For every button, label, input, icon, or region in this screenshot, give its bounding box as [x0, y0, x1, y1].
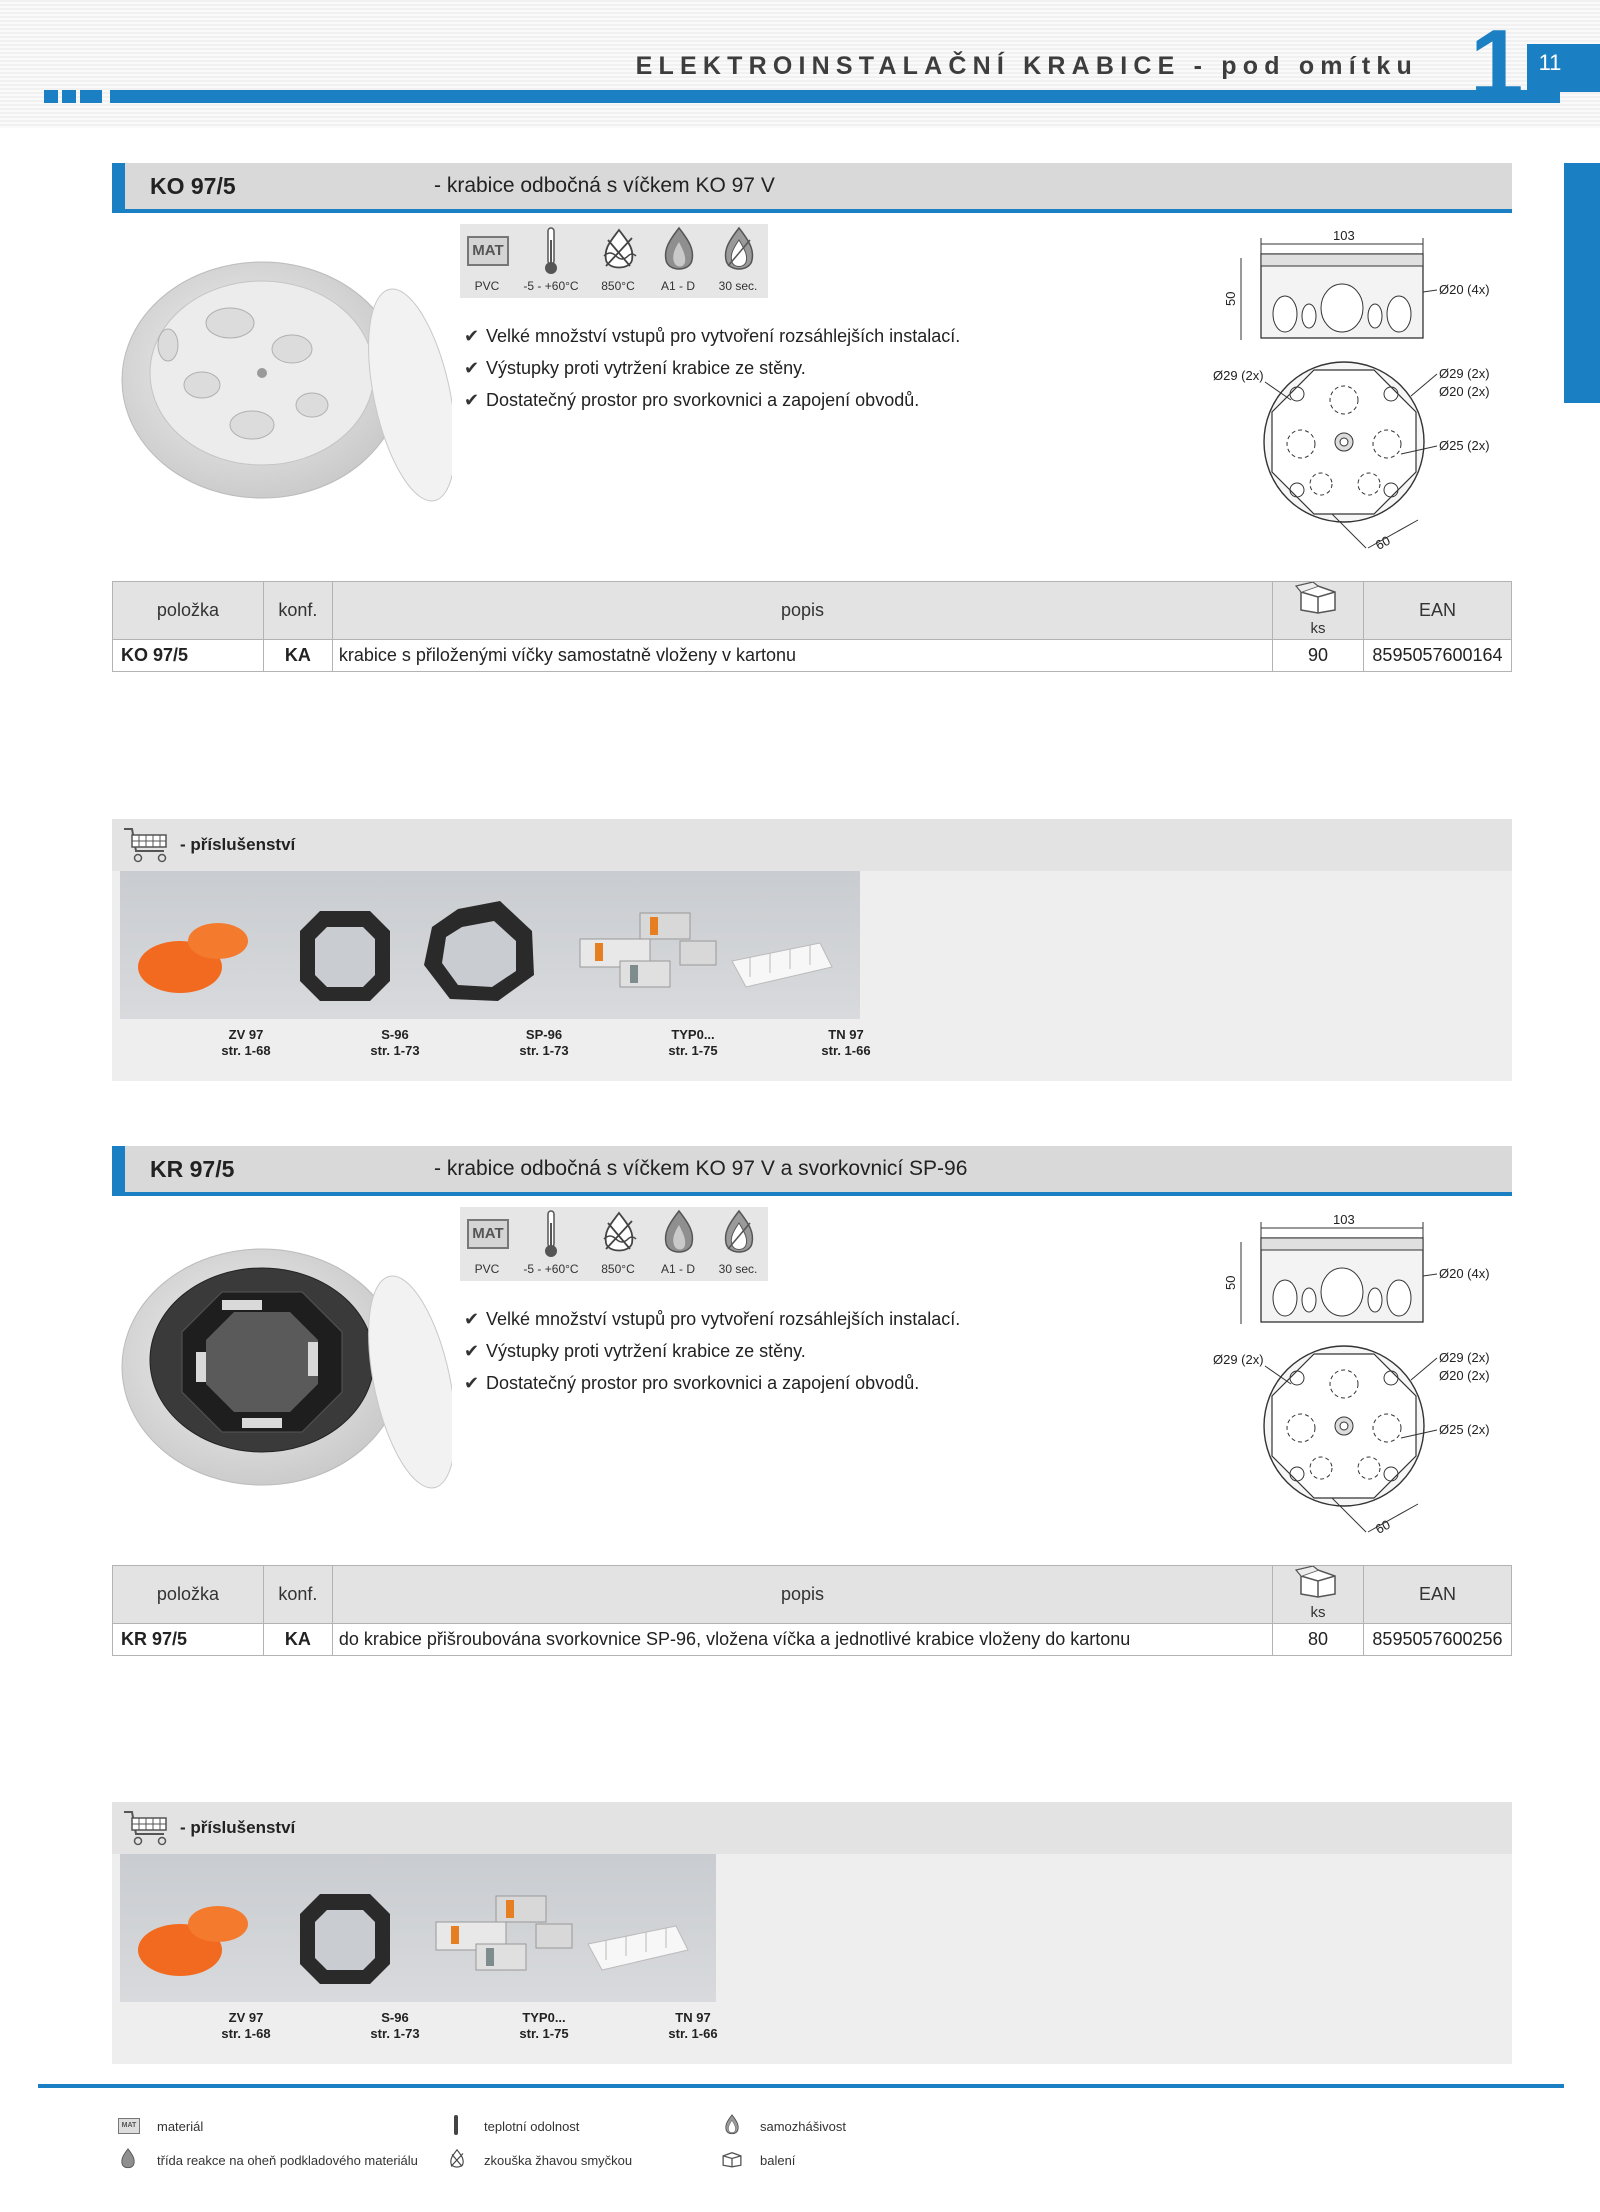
dim-d25: Ø25 (2x) [1439, 438, 1490, 453]
dim-height: 50 [1223, 291, 1238, 306]
title-accent [112, 163, 125, 213]
legend-temperature: teplotní odolnost [484, 2119, 580, 2134]
dim-d29-right: Ø29 (2x) [1439, 1350, 1490, 1365]
check-icon: ✔ [464, 357, 480, 378]
cell-qty: 90 [1273, 639, 1364, 671]
fire-class-cell [648, 224, 708, 298]
cell-conf: KA [263, 639, 332, 671]
cart-icon [122, 1808, 172, 1848]
temperature-label: -5 - +60°C [523, 1262, 579, 1276]
cell-item: KR 97/5 [113, 1623, 264, 1655]
cell-desc: krabice s přiloženými víčky samostatně vloženy v kartonu [332, 639, 1272, 671]
accessories-panel [112, 1854, 1512, 2064]
legend-glow-wire: zkouška žhavou smyčkou [484, 2153, 633, 2168]
glow-wire-label: 850°C [601, 1262, 635, 1276]
flame-icon [660, 1209, 698, 1257]
packaging-box-cell [1273, 1566, 1364, 1604]
accessory-caption: S-96 str. 1-73 [370, 1027, 420, 1058]
accessory-caption: TYP0... str. 1-75 [519, 2010, 569, 2041]
mat-badge-icon: MAT [467, 236, 509, 266]
self-extinguish-label: 30 sec. [718, 1262, 758, 1276]
accessories-image [120, 1854, 716, 2002]
box-icon [720, 2148, 744, 2170]
accessories-label: - příslušenství [180, 835, 296, 854]
accessory-caption: SP-96 str. 1-73 [519, 1027, 569, 1058]
temperature-cell [514, 224, 588, 298]
accessories-photo [120, 1854, 716, 2002]
mat-badge-icon: MAT [118, 2118, 140, 2134]
fire-class-label: A1 - D [660, 279, 695, 293]
accessory-caption: ZV 97 str. 1-68 [221, 1027, 271, 1058]
dim-width: 103 [1333, 1212, 1355, 1227]
cell-ean: 8595057600164 [1364, 639, 1512, 671]
dim-d20-4: Ø20 (4x) [1439, 282, 1490, 297]
feature-item: ✔ Výstupky proti vytržení krabice ze stěny. [464, 357, 806, 378]
feature-item: ✔ Výstupky proti vytržení krabice ze stěny. [464, 1340, 806, 1361]
legend-packaging: balení [760, 2153, 796, 2168]
dim-60: 60 [1372, 532, 1393, 553]
glow-wire-icon [600, 226, 638, 274]
product-description: - krabice odbočná s víčkem KO 97 V a svorkovnicí SP-96 [434, 1157, 968, 1180]
col-header-ean: EAN [1364, 582, 1512, 640]
feature-item: ✔ Dostatečný prostor pro svorkovnici a zapojení obvodů. [464, 389, 920, 410]
feature-list [464, 320, 1164, 416]
self-extinguish-cell [708, 224, 768, 298]
feature-item: ✔ Velké množství vstupů pro vytvoření rozsáhlejších instalací. [464, 1308, 961, 1329]
glow-wire-icon [446, 2148, 468, 2170]
thermometer-icon [543, 1209, 559, 1259]
accessory-caption: ZV 97 str. 1-68 [221, 2010, 271, 2041]
product-description: - krabice odbočná s víčkem KO 97 V [434, 174, 775, 197]
dim-60: 60 [1372, 1516, 1393, 1537]
material-cell [460, 224, 514, 298]
self-extinguish-icon [722, 2114, 742, 2136]
table-row [113, 639, 1512, 671]
cell-desc: do krabice přišroubována svorkovnice SP-96, vložena víčka a jednotlivé krabice vloženy do kartonu [332, 1623, 1272, 1655]
feature-item: ✔ Dostatečný prostor pro svorkovnici a zapojení obvodů. [464, 1372, 920, 1393]
dim-width: 103 [1333, 228, 1355, 243]
temperature-label: -5 - +60°C [523, 279, 579, 293]
self-extinguish-cell [708, 1207, 768, 1281]
thermometer-icon [452, 2114, 460, 2136]
dim-d20-2: Ø20 (2x) [1439, 1368, 1490, 1383]
check-icon: ✔ [464, 1372, 480, 1393]
dim-d25: Ø25 (2x) [1439, 1422, 1490, 1437]
accessories-header [112, 819, 1512, 871]
col-header-item: položka [113, 1566, 264, 1624]
box-icon [1295, 582, 1341, 614]
glow-wire-label: 850°C [601, 279, 635, 293]
dim-d29-right: Ø29 (2x) [1439, 366, 1490, 381]
col-header-qty: ks [1273, 1603, 1364, 1623]
chapter-number: 1 [1470, 10, 1524, 117]
legend-material: materiál [157, 2119, 204, 2134]
chapter-side-tab [1564, 163, 1600, 403]
spec-table [112, 1565, 1512, 1656]
accessories-panel [112, 871, 1512, 1081]
legend-fire-class: třída reakce na oheň podkladového materiálu [157, 2153, 418, 2168]
material-icons [460, 1207, 768, 1281]
self-extinguish-label: 30 sec. [718, 279, 758, 293]
legend-self-extinguish: samozhášivost [760, 2119, 846, 2134]
thermometer-icon [543, 226, 559, 276]
check-icon: ✔ [464, 1340, 480, 1361]
dim-d20-2: Ø20 (2x) [1439, 384, 1490, 399]
check-icon: ✔ [464, 1308, 480, 1329]
header-square [44, 90, 58, 103]
accessories-header [112, 1802, 1512, 1854]
product-code: KR 97/5 [150, 1156, 235, 1182]
header-square [80, 90, 102, 103]
glow-wire-cell [588, 1207, 648, 1281]
accessories-label: - příslušenství [180, 1818, 296, 1837]
technical-drawing [1205, 222, 1545, 562]
cell-ean: 8595057600256 [1364, 1623, 1512, 1655]
temperature-cell [514, 1207, 588, 1281]
header-rule [110, 90, 1560, 103]
col-header-conf: konf. [263, 582, 332, 640]
dim-height: 50 [1223, 1275, 1238, 1290]
col-header-desc: popis [332, 582, 1272, 640]
product-photo [112, 1232, 452, 1492]
product-title-bar [112, 163, 1512, 213]
fire-class-cell [648, 1207, 708, 1281]
col-header-qty: ks [1273, 619, 1364, 639]
self-extinguish-icon [720, 226, 758, 274]
cell-qty: 80 [1273, 1623, 1364, 1655]
col-header-ean: EAN [1364, 1566, 1512, 1624]
material-label: PVC [474, 1262, 500, 1276]
cell-item: KO 97/5 [113, 639, 264, 671]
col-header-item: položka [113, 582, 264, 640]
product-title-bar [112, 1146, 1512, 1196]
header-square [62, 90, 76, 103]
title-accent [112, 1146, 125, 1196]
self-extinguish-icon [720, 1209, 758, 1257]
page-number: 11 [1538, 50, 1562, 75]
spec-table [112, 581, 1512, 672]
material-label: PVC [474, 279, 500, 293]
product-photo [112, 245, 452, 505]
footer-rule [38, 2084, 1564, 2088]
check-icon: ✔ [464, 389, 480, 410]
col-header-conf: konf. [263, 1566, 332, 1624]
cart-icon [122, 825, 172, 865]
packaging-box-cell [1273, 582, 1364, 620]
dim-d20-4: Ø20 (4x) [1439, 1266, 1490, 1281]
feature-item: ✔ Velké množství vstupů pro vytvoření rozsáhlejších instalací. [464, 325, 961, 346]
material-cell [460, 1207, 514, 1281]
material-icons [460, 224, 768, 298]
technical-drawing [1205, 1206, 1545, 1546]
accessory-caption: S-96 str. 1-73 [370, 2010, 420, 2041]
accessory-caption: TYP0... str. 1-75 [668, 1027, 718, 1058]
check-icon: ✔ [464, 325, 480, 346]
feature-list [464, 1303, 1164, 1399]
accessory-caption: TN 97 str. 1-66 [668, 2010, 718, 2041]
flame-icon [118, 2148, 138, 2170]
col-header-desc: popis [332, 1566, 1272, 1624]
product-code: KO 97/5 [150, 173, 236, 199]
box-icon [1295, 1566, 1341, 1598]
glow-wire-icon [600, 1209, 638, 1257]
cell-conf: KA [263, 1623, 332, 1655]
dim-d29-left: Ø29 (2x) [1213, 368, 1264, 383]
accessories-image [120, 871, 860, 1019]
page-title: ELEKTROINSTALAČNÍ KRABICE - pod omítku [635, 52, 1418, 80]
dim-d29-left: Ø29 (2x) [1213, 1352, 1264, 1367]
glow-wire-cell [588, 224, 648, 298]
flame-icon [660, 226, 698, 274]
fire-class-label: A1 - D [660, 1262, 695, 1276]
table-row [113, 1623, 1512, 1655]
accessories-photo [120, 871, 860, 1019]
mat-badge-icon: MAT [467, 1219, 509, 1249]
accessory-caption: TN 97 str. 1-66 [821, 1027, 871, 1058]
